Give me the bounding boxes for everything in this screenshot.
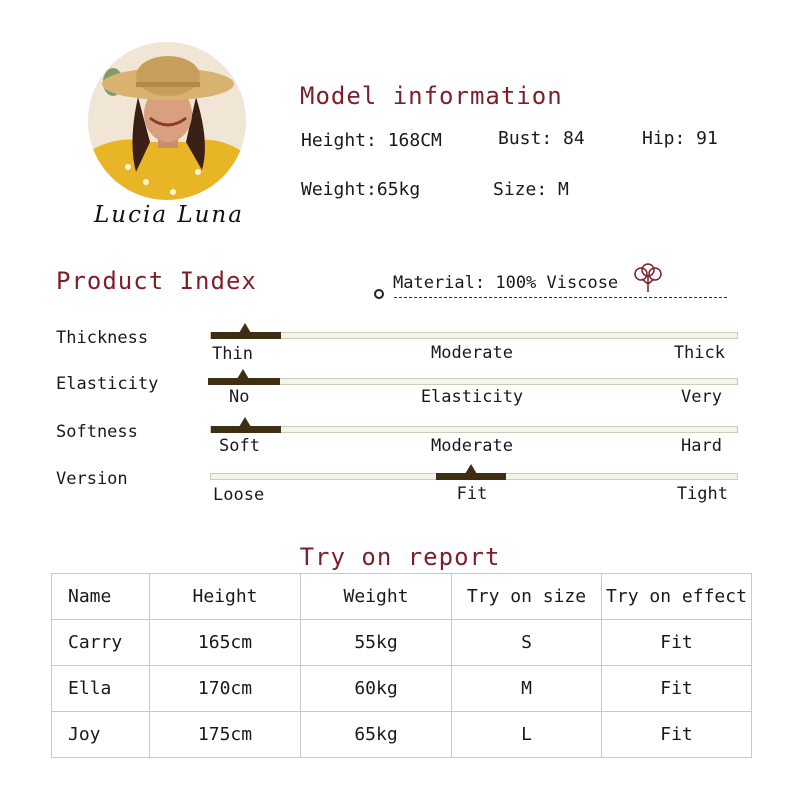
model-size: Size: M <box>493 179 569 200</box>
index-marker <box>237 369 249 379</box>
scale-max-label: Very <box>681 387 722 407</box>
index-bar-softness <box>210 426 738 433</box>
table-row <box>52 620 752 666</box>
table-cell: Fit <box>602 712 752 758</box>
table-cell: 170cm <box>150 666 301 712</box>
index-bar-thickness <box>210 332 738 339</box>
table-header-row <box>52 574 752 620</box>
table-row <box>52 712 752 758</box>
index-marker <box>239 417 251 427</box>
column-header: Try on size <box>452 574 602 620</box>
index-fill <box>211 426 281 433</box>
table-cell: Ella <box>52 666 150 712</box>
report-title: Try on report <box>299 543 501 571</box>
table-cell: L <box>452 712 602 758</box>
model-info-title: Model information <box>300 82 563 110</box>
scale-max-label: Thick <box>673 343 725 363</box>
index-fill <box>211 332 281 339</box>
scale-mid-label: Moderate <box>431 343 513 363</box>
try-on-table <box>51 573 752 758</box>
scale-mid-label: Fit <box>456 484 488 504</box>
table-cell: 165cm <box>150 620 301 666</box>
index-label-thickness: Thickness <box>56 328 149 348</box>
cotton-icon <box>630 258 666 298</box>
index-label-elasticity: Elasticity <box>56 374 159 394</box>
index-fill <box>436 473 506 480</box>
model-bust: Bust: 84 <box>498 128 585 149</box>
model-hip: Hip: 91 <box>642 128 718 149</box>
scale-max-label: Tight <box>676 484 728 504</box>
column-header: Height <box>150 574 301 620</box>
model-photo <box>88 42 246 200</box>
dashed-underline <box>394 297 727 298</box>
table-cell: Fit <box>602 620 752 666</box>
material-text: Material: 100% Viscose <box>393 273 619 293</box>
index-label-version: Version <box>56 469 128 489</box>
table-cell: 65kg <box>301 712 452 758</box>
scale-min-label: Loose <box>213 485 265 505</box>
scale-min-label: No <box>229 387 250 407</box>
index-bar-version <box>210 473 738 480</box>
bullet-icon <box>374 289 384 299</box>
table-cell: 60kg <box>301 666 452 712</box>
table-cell: M <box>452 666 602 712</box>
scale-min-label: Thin <box>212 344 253 364</box>
scale-max-label: Hard <box>681 436 722 456</box>
model-height: Height: 168CM <box>301 130 442 151</box>
index-marker <box>465 464 477 474</box>
index-fill <box>208 378 280 385</box>
column-header: Name <box>52 574 150 620</box>
scale-mid-label: Elasticity <box>420 387 524 407</box>
table-cell: S <box>452 620 602 666</box>
table-row <box>52 666 752 712</box>
index-marker <box>239 323 251 333</box>
scale-mid-label: Moderate <box>431 436 513 456</box>
table-cell: Joy <box>52 712 150 758</box>
product-index-title: Product Index <box>56 267 257 295</box>
table-cell: 55kg <box>301 620 452 666</box>
scale-min-label: Soft <box>219 436 260 456</box>
index-label-softness: Softness <box>56 422 138 442</box>
model-name-signature: Lucia Luna <box>94 202 244 228</box>
column-header: Weight <box>301 574 452 620</box>
table-cell: Carry <box>52 620 150 666</box>
index-bar-elasticity <box>210 378 738 385</box>
table-cell: 175cm <box>150 712 301 758</box>
table-cell: Fit <box>602 666 752 712</box>
model-weight: Weight:65kg <box>301 179 421 200</box>
column-header: Try on effect <box>602 574 752 620</box>
